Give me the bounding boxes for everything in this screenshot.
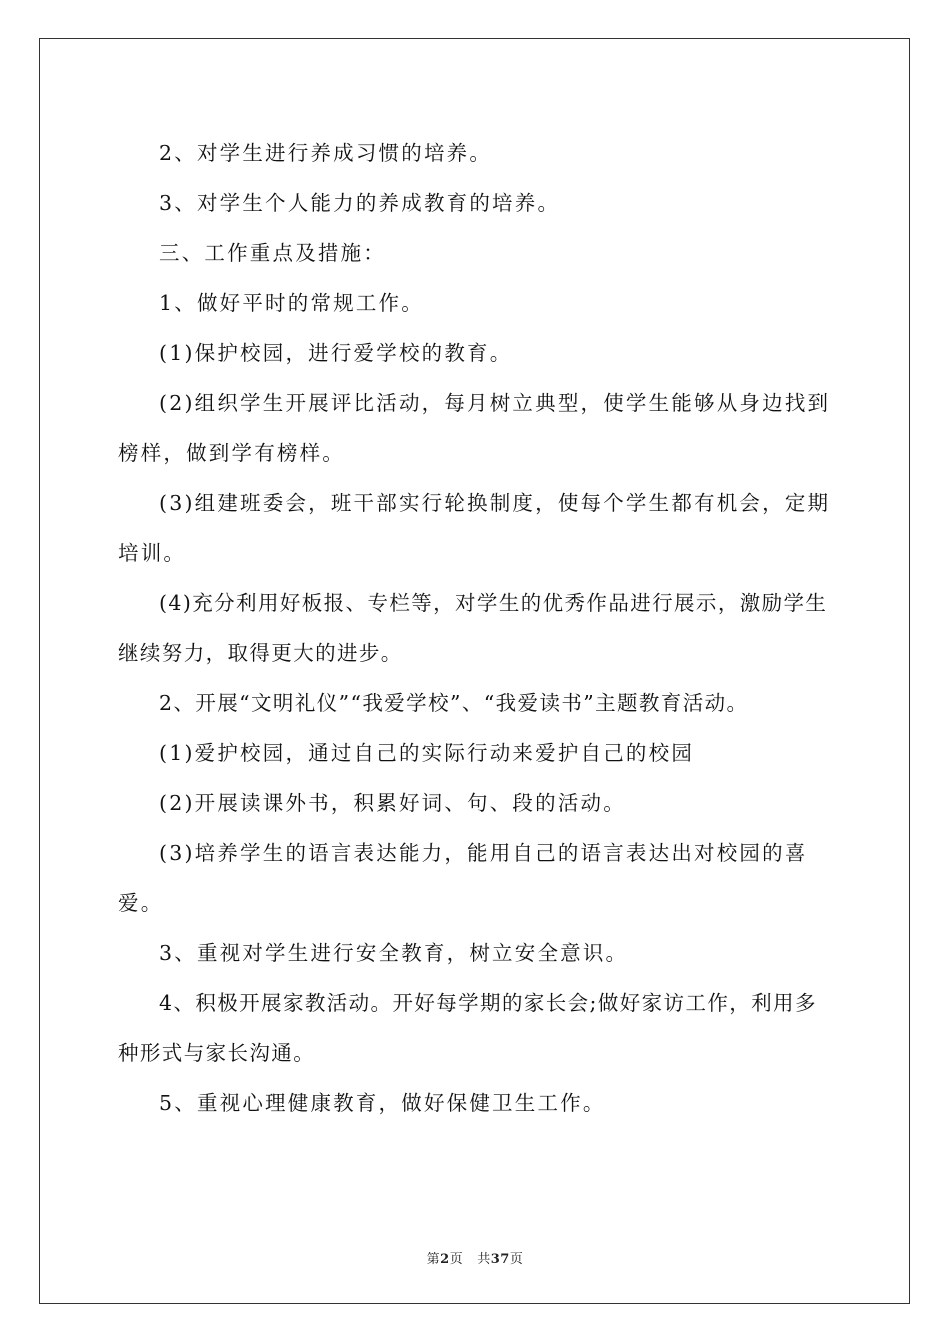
page-prefix: 第 <box>426 1252 441 1267</box>
paragraph: 1、做好平时的常规工作。 <box>159 291 424 315</box>
section-heading: 三、工作重点及措施： <box>159 241 386 265</box>
page-number-footer <box>0 1248 950 1267</box>
paragraph: 3、重视对学生进行安全教育，树立安全意识。 <box>159 941 629 965</box>
page-suffix: 页 <box>449 1252 464 1267</box>
paragraph: 2、开展“文明礼仪”“我爱学校”、“我爱读书”主题教育活动。 <box>159 691 749 715</box>
current-page-number: 2 <box>440 1252 450 1267</box>
paragraph: (1)爱护校园，通过自己的实际行动来爱护自己的校园 <box>159 741 695 765</box>
paragraph: (1)保护校园，进行爱学校的教育。 <box>159 341 513 365</box>
document-body <box>118 128 834 1128</box>
paragraph: 2、对学生进行养成习惯的培养。 <box>159 141 493 165</box>
paragraph: (3)组建班委会，班干部实行轮换制度，使每个学生都有机会，定期培训。 <box>118 491 831 565</box>
total-page-count: 37 <box>490 1252 510 1267</box>
paragraph: 4、积极开展家教活动。开好每学期的家长会;做好家访工作，利用多种形式与家长沟通。 <box>118 991 817 1065</box>
paragraph: 3、对学生个人能力的养成教育的培养。 <box>159 191 561 215</box>
paragraph: 5、重视心理健康教育，做好保健卫生工作。 <box>159 1091 606 1115</box>
paragraph: (3)培养学生的语言表达能力，能用自己的语言表达出对校园的喜爱。 <box>118 841 808 915</box>
total-prefix: 共 <box>477 1252 491 1267</box>
paragraph: (2)开展读课外书，积累好词、句、段的活动。 <box>159 791 626 815</box>
total-suffix: 页 <box>509 1252 524 1267</box>
paragraph: (4)充分利用好板报、专栏等，对学生的优秀作品进行展示，激励学生继续努力，取得更大的进步。 <box>118 591 828 665</box>
paragraph: (2)组织学生开展评比活动，每月树立典型，使学生能够从身边找到榜样，做到学有榜样。 <box>118 391 831 465</box>
